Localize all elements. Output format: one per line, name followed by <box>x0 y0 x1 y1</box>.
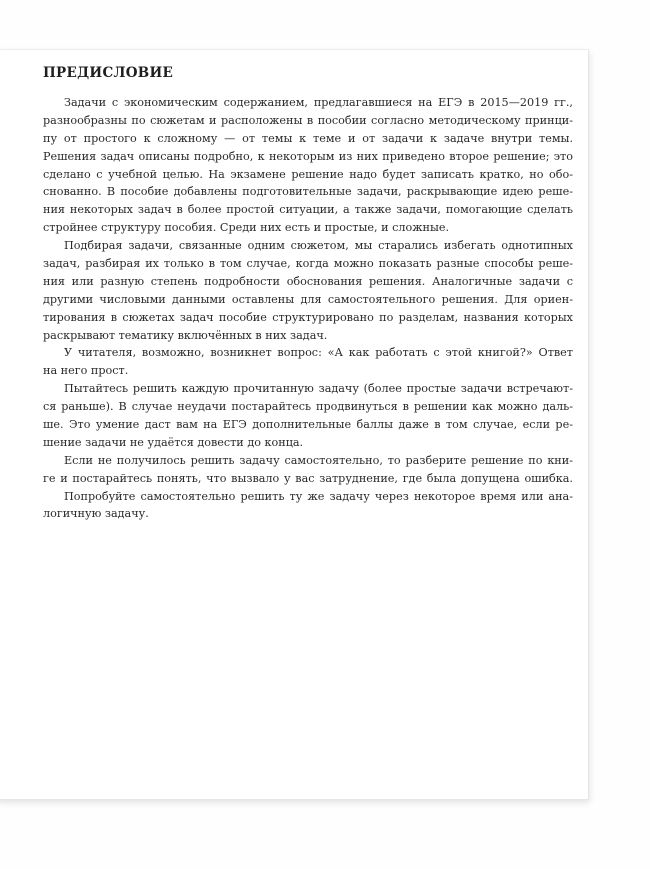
text-line: ге и постарайтесь понять, что вызвало у вас затруднение, где была допущена ошибка. <box>43 471 573 485</box>
page-content <box>43 64 573 523</box>
text-line: снованно. В пособие добавлены подготовительные задачи, раскрывающие идею реше- <box>43 185 573 199</box>
text-line: ся раньше). В случае неудачи постарайтесь продвинуться в решении как можно даль- <box>43 400 573 414</box>
text-line: стройнее структуру пособия. Среди них есть и простые, и сложные. <box>43 221 450 235</box>
text-line: сделано с учебной целью. На экзамене решение надо будет записать кратко, но обо- <box>43 167 573 181</box>
paragraph-2 <box>43 237 573 344</box>
paragraph-3 <box>43 344 573 380</box>
text-line: раскрывают тематику включённых в них задач. <box>43 328 328 342</box>
text-line: шение задачи не удаётся довести до конца. <box>43 435 304 449</box>
text-line: ше. Это умение даст вам на ЕГЭ дополнительные баллы даже в том случае, если ре- <box>43 418 573 432</box>
text-line: Подбирая задачи, связанные одним сюжетом, мы старались избегать однотипных <box>64 239 573 253</box>
text-line: другими числовыми данными оставлены для самостоятельного решения. Для ориен- <box>43 292 573 306</box>
text-line: задач, разбирая их только в том случае, когда можно показать разные способы реше- <box>43 257 573 271</box>
paragraph-5 <box>43 452 573 488</box>
page-title: ПРЕДИСЛОВИЕ <box>43 65 174 81</box>
text-line: Если не получилось решить задачу самостоятельно, то разберите решение по кни- <box>64 453 573 467</box>
text-line: тирования в сюжетах задач пособие структурировано по разделам, названия которых <box>43 310 573 324</box>
text-line: У читателя, возможно, возникнет вопрос: «А как работать с этой книгой?» Ответ <box>64 346 573 360</box>
text-line: пу от простого к сложному — от темы к теме и от задачи к задаче внутри темы. <box>43 131 573 145</box>
paragraph-4 <box>43 380 573 452</box>
paragraph-1 <box>43 94 573 237</box>
text-line: ния или разную степень подробности обоснования решения. Аналогичные задачи с <box>43 274 573 288</box>
paragraph-6 <box>43 488 573 524</box>
document-page <box>0 49 589 800</box>
text-line: логичную задачу. <box>43 507 149 521</box>
text-line: Попробуйте самостоятельно решить ту же задачу через некоторое время или ана- <box>64 489 573 503</box>
text-line: Пытайтесь решить каждую прочитанную задачу (более простые задачи встречают- <box>64 382 573 396</box>
text-line: Решения задач описаны подробно, к некоторым из них приведено второе решение; это <box>43 149 573 163</box>
text-line: ния некоторых задач в более простой ситуации, а также задачи, помогающие сделать <box>43 203 573 217</box>
text-line: разнообразны по сюжетам и расположены в пособии согласно методическому принци- <box>43 113 573 127</box>
text-line: Задачи с экономическим содержанием, предлагавшиеся на ЕГЭ в 2015—2019 гг., <box>64 96 573 109</box>
text-line: на него прост. <box>43 364 129 378</box>
